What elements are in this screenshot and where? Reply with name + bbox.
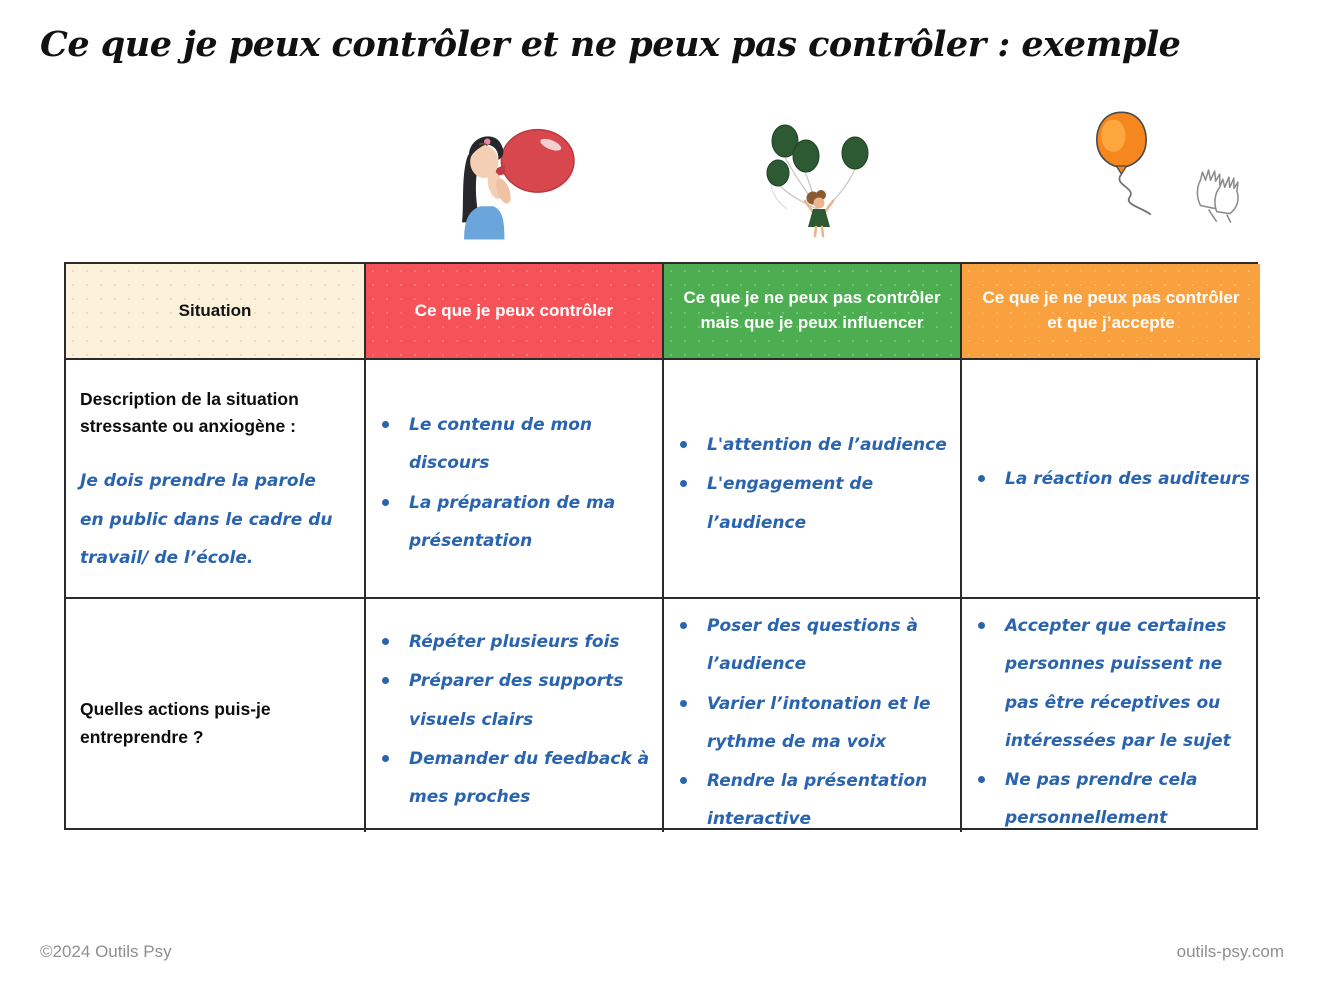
bullet-item: L'attention de l’audience <box>666 426 950 464</box>
cell-actions-question <box>66 599 366 832</box>
control-list-row2 <box>368 623 652 816</box>
situation-heading: Description de la situation stressante ou anxiogène : <box>80 389 299 437</box>
copyright-text: ©2024 Outils Psy <box>40 942 172 961</box>
cell-influence-row2 <box>664 599 962 832</box>
header-label: Ce que je peux contrôler <box>414 300 614 320</box>
header-label: Ce que je ne peux pas contrôler mais que je peux influencer <box>683 288 941 332</box>
bullet-item: Varier l’intonation et le rythme de ma voix <box>666 685 950 762</box>
header-can-control <box>366 264 664 360</box>
situation-note: Je dois prendre la parole en public dans le cadre du travail/ de l’école. <box>80 471 333 568</box>
bullet-item: Rendre la présentation interactive <box>666 762 950 832</box>
illustration-row <box>0 0 1320 260</box>
header-label: Ce que je ne peux pas contrôler et que j’accepte <box>982 288 1240 332</box>
bullet-item: Répéter plusieurs fois <box>368 623 652 661</box>
cell-accept-row2 <box>962 599 1260 832</box>
control-list-row1 <box>368 406 652 560</box>
header-can-influence <box>664 264 962 360</box>
bullet-item: Poser des questions à l’audience <box>666 607 950 684</box>
bullet-item: La préparation de ma présentation <box>368 484 652 561</box>
flyaway-orange-balloon-icon <box>1083 106 1245 223</box>
actions-heading: Quelles actions puis-je entreprendre ? <box>80 699 271 747</box>
cell-control-row1 <box>366 360 664 599</box>
bullet-item: La réaction des auditeurs <box>964 460 1250 498</box>
bullet-item: Préparer des supports visuels clairs <box>368 662 652 739</box>
control-table <box>64 262 1258 830</box>
girl-holding-green-balloons-icon <box>757 112 877 244</box>
bullet-item: Demander du feedback à mes proches <box>368 740 652 817</box>
header-situation <box>66 264 366 360</box>
cell-accept-row1 <box>962 360 1260 599</box>
influence-list-row1 <box>666 426 950 542</box>
page-title: Ce que je peux contrôler et ne peux pas contrôler : exemple <box>40 24 1181 65</box>
website-text: outils-psy.com <box>1176 942 1284 961</box>
accept-list-row1 <box>964 460 1250 499</box>
girl-blowing-red-balloon-icon <box>452 118 578 240</box>
header-label: Situation <box>178 300 252 320</box>
cell-control-row2 <box>366 599 664 832</box>
header-accept <box>962 264 1260 360</box>
waving-hands-icon <box>1197 170 1238 223</box>
bullet-item: Accepter que certaines personnes puissent ne pas être réceptives ou intéressées par le sujet <box>964 607 1250 760</box>
bullet-item: Ne pas prendre cela personnellement <box>964 761 1250 832</box>
bullet-item: L'engagement de l’audience <box>666 465 950 542</box>
cell-situation-description <box>66 360 366 599</box>
cell-influence-row1 <box>664 360 962 599</box>
influence-list-row2 <box>666 607 950 832</box>
accept-list-row2 <box>964 607 1250 832</box>
bullet-item: Le contenu de mon discours <box>368 406 652 483</box>
